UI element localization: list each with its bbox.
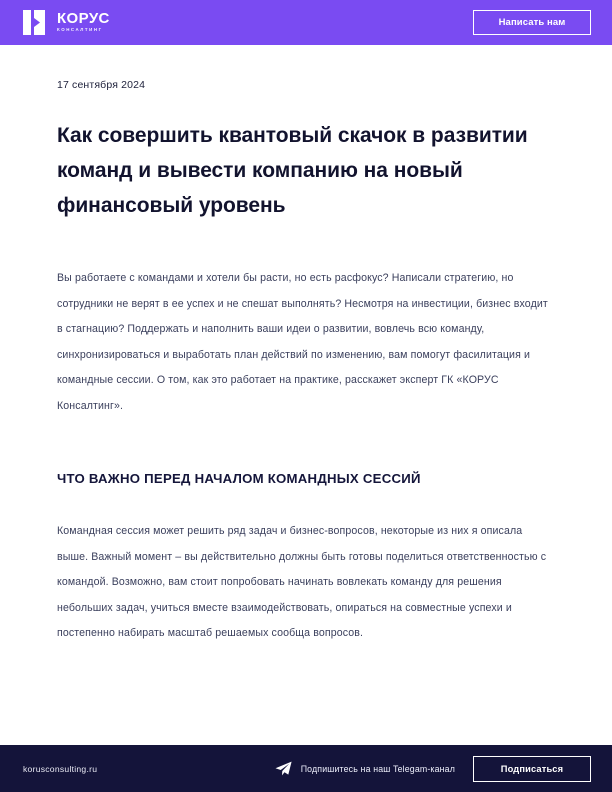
article-date: 17 сентября 2024 — [57, 79, 146, 91]
brand-logo[interactable] — [23, 10, 110, 35]
footer-cta-text: Подпишитесь на наш Telegam-канал — [300, 763, 455, 774]
page-title: Как совершить квантовый скачок в развитии команд и вывести компанию на новый финансовый уровень — [57, 124, 528, 217]
section-paragraph: Командная сессия может решить ряд задач и бизнес-вопросов, некоторые из них я описала выше. Важный момент – вы действительно должны быть готовы поделиться ответственностью с командой. Возможно, вам стоит попробовать начинать вовлекать команду для решения небольших задач, учиться вместе взаимодействовать, опираться на совместные успехи и постепенно набирать масштаб решаемых сообща вопросов. — [57, 525, 547, 639]
brand-subtitle: КОНСАЛТИНГ — [57, 27, 103, 32]
korus-mark-icon — [23, 10, 50, 35]
telegram-paper-plane-icon — [275, 761, 292, 776]
site-footer — [0, 745, 612, 792]
brand-name: КОРУС — [57, 10, 110, 27]
brand-wordmark — [57, 11, 110, 34]
footer-telegram-cta — [97, 761, 473, 776]
site-header — [0, 0, 612, 45]
article-content — [0, 45, 612, 745]
contact-us-button[interactable]: Написать нам — [473, 10, 591, 35]
subscribe-button[interactable]: Подписаться — [473, 756, 591, 782]
intro-paragraph: Вы работаете с командами и хотели бы расти, но есть расфокус? Написали стратегию, но сотрудники не верят в ее успех и не спешат выполнять? Несмотря на инвестиции, бизнес входит в стагнацию? Поддержать и наполнить ваши идеи о развитии, вовлечь всю команду, синхронизироваться и выработать план действий по изменению, вам помогут фасилитация и командные сессии. О том, как это работает на практике, расскажет эксперт ГК «КОРУС Консалтинг». — [57, 272, 548, 412]
footer-website-link[interactable]: korusconsulting.ru — [23, 763, 98, 774]
section-heading: ЧТО ВАЖНО ПЕРЕД НАЧАЛОМ КОМАНДНЫХ СЕССИЙ — [57, 471, 421, 486]
